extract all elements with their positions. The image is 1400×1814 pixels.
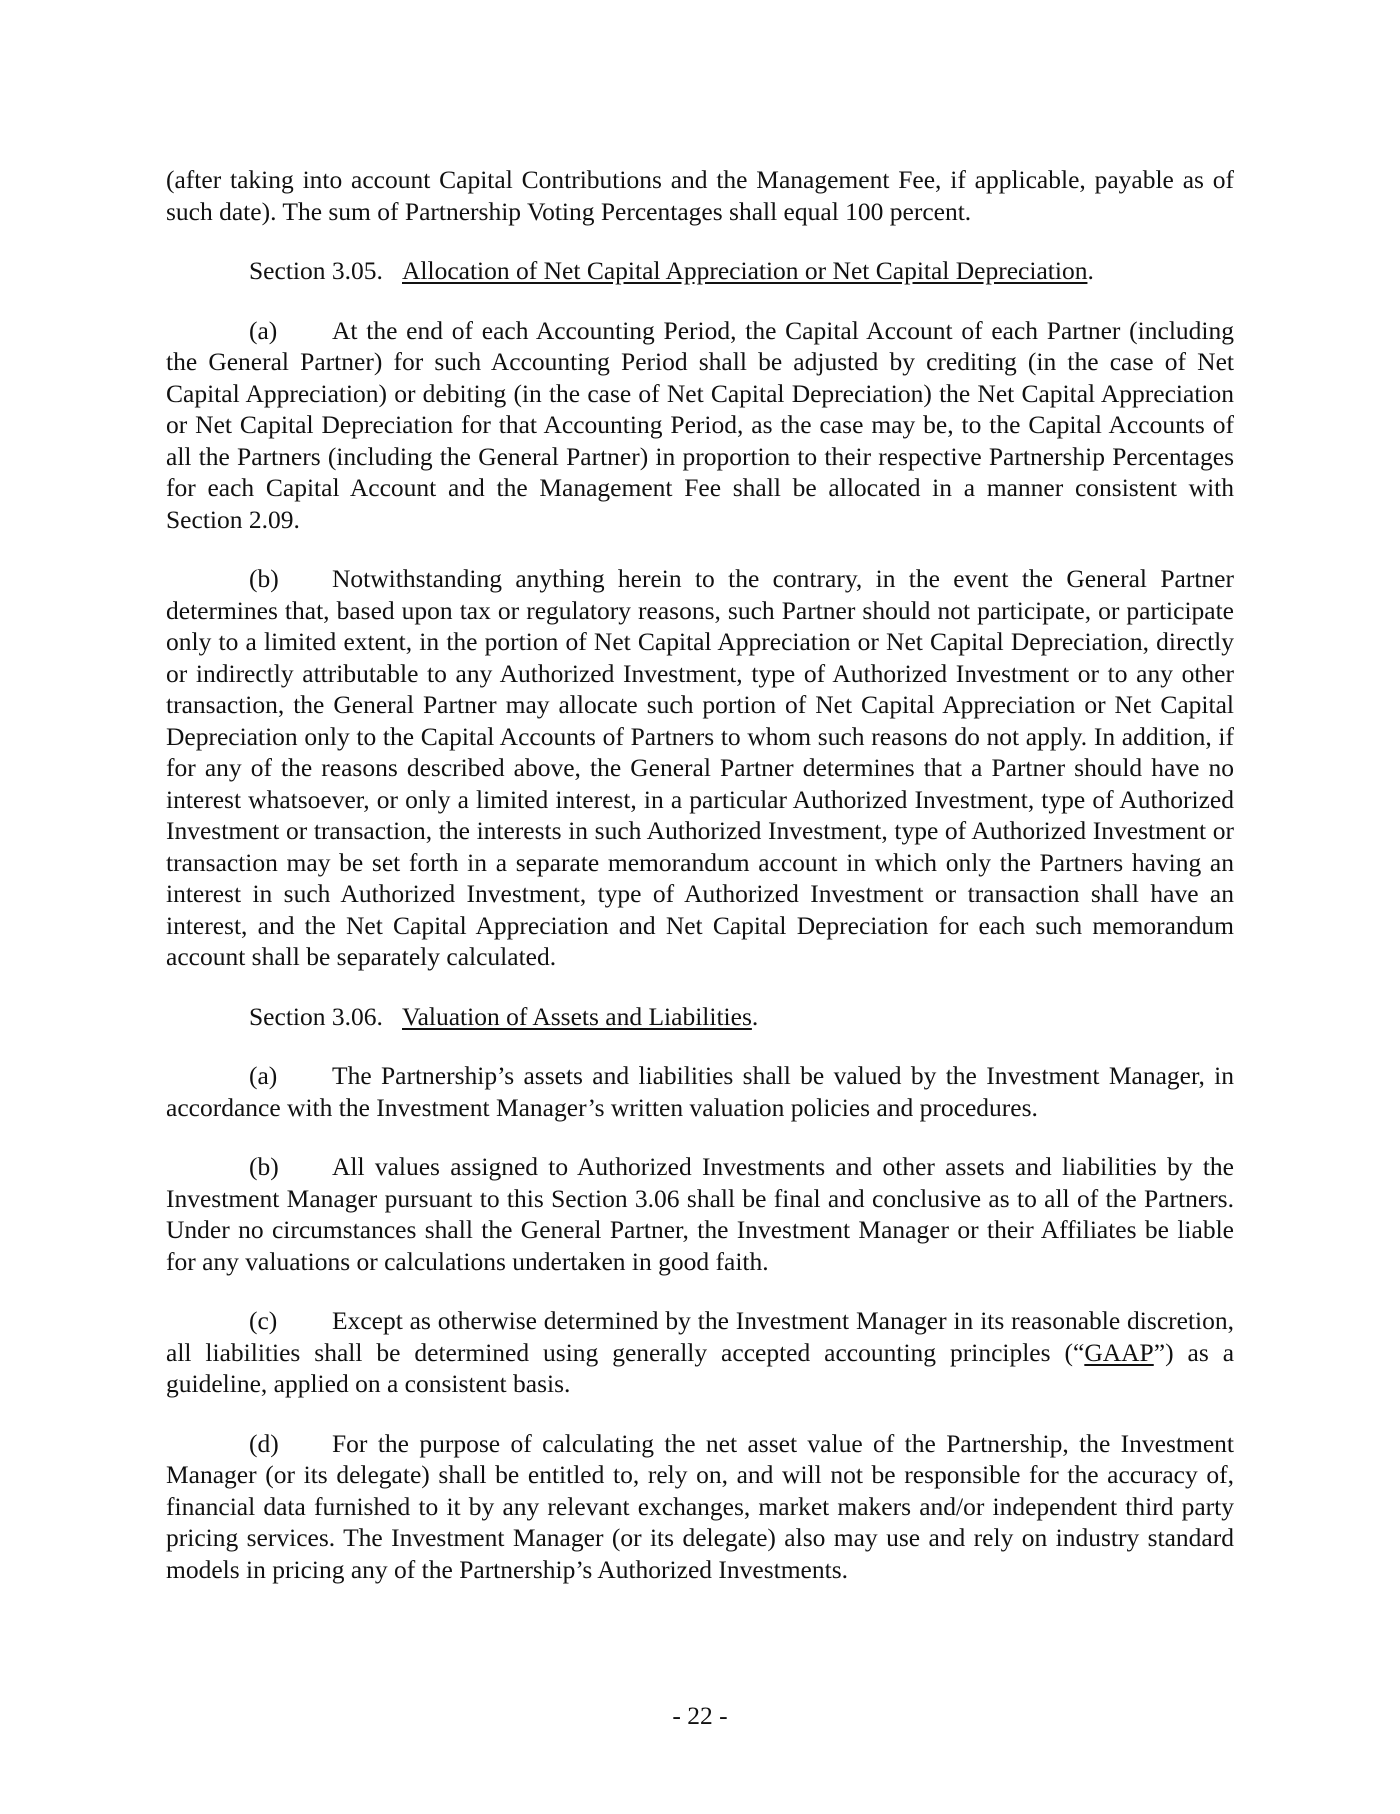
paragraph-text: Notwithstanding anything herein to the contrary, in the event the General Partner determines that, based upon tax or regulatory reasons, such Partner should not participate, or participate only to a limited extent, in the portion of Net Capital Appreciation or Net Capital Depreciation, directly or indirectly attributable to any Authorized Investment, type of Authorized Investment or to any other transaction, the General Partner may allocate such portion of Net Capital Appreciation or Net Capital Depreciation only to the Capital Accounts of Partners to whom such reasons do not apply. In addition, if for any of the reasons described above, the General Partner determines that a Partner should have no interest whatsoever, or only a limited interest, in a particular Authorized Investment, type of Authorized Investment or transaction, the interests in such Authorized Investment, type of Authorized Investment or transaction may be set forth in a separate memorandum account in which only the Partners having an interest in such Authorized Investment, type of Authorized Investment or transaction shall have an interest, and the Net Capital Appreciation and Net Capital Depreciation for each such memorandum account shall be separately calculated. [166,564,1234,971]
paragraph-text: At the end of each Accounting Period, the Capital Account of each Partner (including the General Partner) for such Accounting Period shall be adjusted by crediting (in the case of Net Capital Appreciation) or debiting (in the case of Net Capital Depreciation) the Net Capital Appreciation or Net Capital Depreciation for that Accounting Period, as the case may be, to the Capital Accounts of all the Partners (including the General Partner) in proportion to their respective Partnership Percentages for each Capital Account and the Management Fee shall be allocated in a manner consistent with Section 2.09. [166,315,1234,534]
paragraph-text: The Partnership’s assets and liabilities shall be valued by the Investment Manager, in accordance with the Investment Manager’s written valuation policies and procedures. [166,1061,1234,1122]
paragraph-label: (d) [249,1428,279,1458]
document-page [166,164,1234,1585]
paragraph-label: (b) [249,564,279,593]
paragraph-text: For the purpose of calculating the net asset value of the Partnership, the Investment Manager (or its delegate) shall be entitled to, rely on, and will not be responsible for the accuracy of, financial data furnished to it by any relevant exchanges, market makers and/or independent third party pricing services. The Investment Manager (or its delegate) also may use and rely on industry standard models in pricing any of the Partnership’s Authorized Investments. [166,1428,1234,1584]
page-number: - 22 - [672,1701,728,1730]
paragraph-text: All values assigned to Authorized Investments and other assets and liabilities by the Investment Manager pursuant to this Section 3.06 shall be final and conclusive as to all of the Partners. Under no circumstances shall the General Partner, the Investment Manager or their Affiliates be liable for any valuations or calculations undertaken in good faith. [166,1152,1234,1276]
section-title-period: . [1087,256,1094,285]
section-3-06-paragraph-a [166,1060,1234,1123]
paragraph-label: (c) [249,1306,278,1335]
section-3-06-paragraph-c [166,1305,1234,1400]
section-title: Valuation of Assets and Liabilities [402,1001,752,1031]
section-3-06-paragraph-b [166,1151,1234,1277]
section-3-05-heading [166,255,1234,287]
defined-term-gaap: GAAP [1084,1337,1154,1367]
continuation-paragraph: (after taking into account Capital Contributions and the Management Fee, if applicable, payable as of such date). The sum of Partnership Voting Percentages shall equal 100 percent. [166,165,1234,226]
paragraph-label: (a) [249,1061,278,1090]
section-title: Allocation of Net Capital Appreciation or Net Capital Depreciation [402,256,1088,285]
paragraph-text-end: ”) as a guideline, applied on a consistent basis. [166,1337,1235,1398]
paragraph-text: Except as otherwise determined by the Investment Manager in its reasonable discretion, all liabilities shall be determined using generally accepted accounting principles (“ [166,1306,1234,1367]
section-3-05-paragraph-a [166,315,1234,536]
section-title-period: . [751,1001,759,1031]
section-3-05-paragraph-b [166,563,1234,973]
section-number: Section 3.05. [249,256,383,285]
section-3-06-paragraph-d [166,1428,1234,1586]
paragraph-label: (b) [249,1152,279,1181]
section-number: Section 3.06. [249,1001,383,1031]
section-3-06-heading [166,1001,1234,1033]
paragraph-label: (a) [249,315,278,345]
